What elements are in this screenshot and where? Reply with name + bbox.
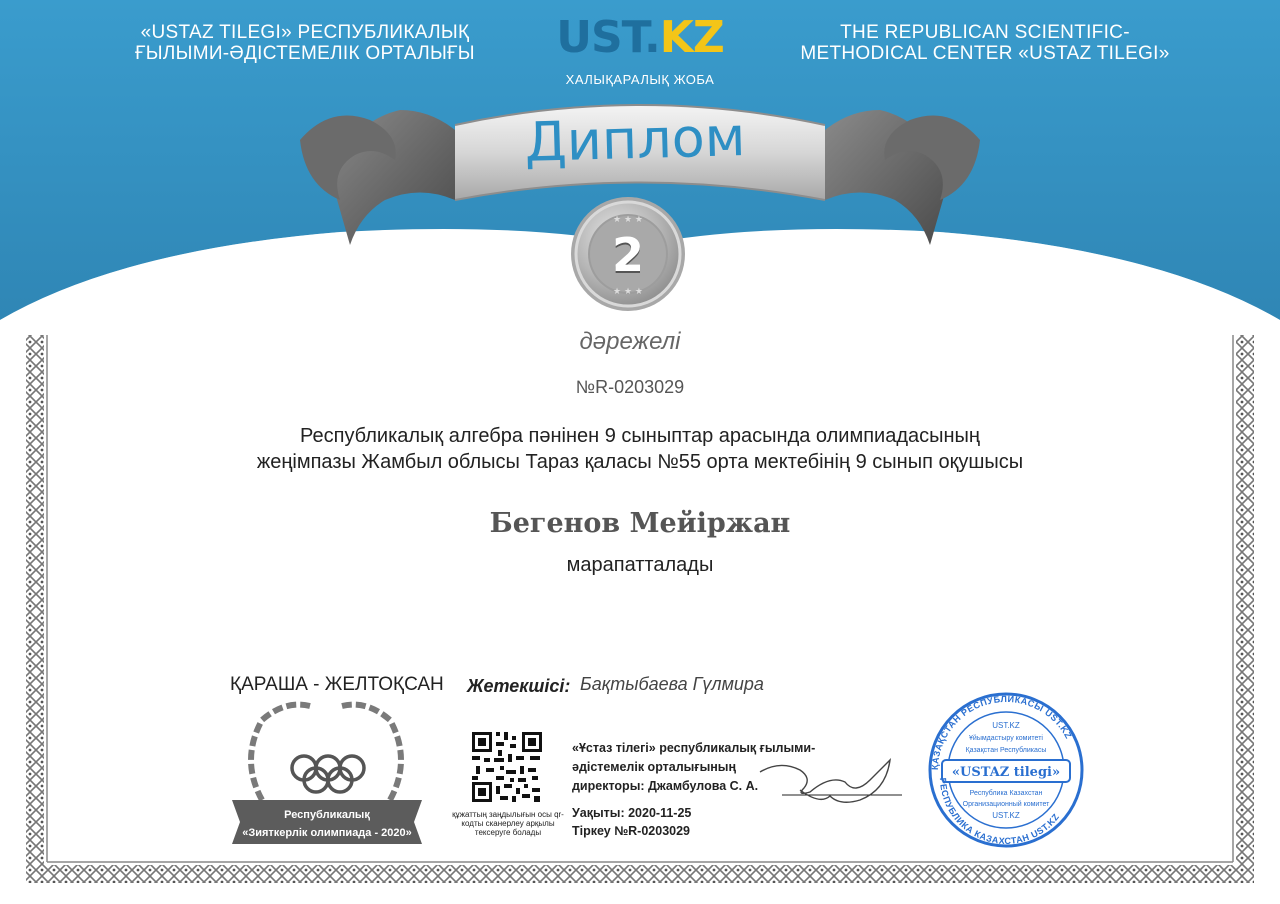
issue-date-row: [572, 806, 691, 820]
olympiad-badge: [232, 705, 422, 844]
header-right-org: THE REPUBLICAN SCIENTIFIC-METHODICAL CENTER «USTAZ TILEGI»: [800, 22, 1170, 64]
logo-main: UST.: [556, 12, 660, 63]
badge-line2: «Зияткерлік олимпиада - 2020»: [242, 827, 412, 839]
svg-text:★ ★ ★: ★ ★ ★: [613, 287, 643, 297]
awardee-name: Бегенов Мейіржан: [489, 508, 791, 539]
reg-label: Тіркеу №: [572, 824, 629, 838]
date-value: 2020-11-25: [628, 806, 692, 820]
org-line3: директоры: Джамбулова С. А.: [572, 779, 759, 793]
org-line1: «Ұстаз тілегі» республикалық ғылыми-: [572, 741, 816, 755]
awarded-text: марапатталады: [566, 554, 714, 576]
organization-signature-block: [572, 739, 862, 796]
stamp-line1: UST.KZ: [992, 721, 1020, 730]
header-left-org: «USTAZ TILEGI» РЕСПУБЛИКАЛЫҚ ҒЫЛЫМИ-ӘДІСТЕМЕЛІК ОРТАЛЫҒЫ: [135, 22, 475, 64]
stamp-outer-bottom: РЕСПУБЛИКА КАЗАХСТАН UST.KZ: [937, 777, 1062, 847]
olympiad-period: ҚАРАША - ЖЕЛТОҚСАН: [230, 674, 444, 695]
registration-number: №R-0203029: [575, 377, 685, 397]
registration-row: [572, 824, 690, 838]
degree-number: 2: [611, 228, 644, 282]
diploma-title: Диплом: [523, 105, 747, 174]
date-label: Уақыты:: [572, 806, 625, 820]
stamp-line4: Республика Казахстан: [969, 790, 1043, 797]
svg-text:ҚАЗАҚСТАН РЕСПУБЛИКАСЫ UST.KZ: [930, 694, 1074, 770]
reg-value: R-0203029: [628, 824, 691, 838]
qr-caption: құжаттың заңдылығын осы qr-кодты сканерлеу арқылы тексеруге болады: [452, 810, 564, 837]
stamp-line5: Организационный комитет: [962, 801, 1050, 808]
organization-stamp: [930, 694, 1082, 846]
supervisor-name: Бақтыбаева Гүлмира: [580, 674, 764, 694]
svg-text:★ ★ ★: ★ ★ ★: [613, 215, 643, 225]
supervisor-label: Жетекшісі:: [467, 676, 571, 696]
org-line2: әдістемелік орталығының: [572, 760, 737, 774]
stamp-center: «USTAZ tilegi»: [951, 765, 1061, 780]
ornamental-border: [26, 335, 1254, 883]
stamp-line3: Қазақстан Республикасы: [965, 747, 1047, 754]
logo-accent: KZ: [659, 12, 724, 63]
qr-code[interactable]: [470, 730, 544, 804]
degree-word: дәрежелі: [579, 328, 681, 355]
award-description: Республикалық алгебра пәнінен 9 сыныптар арасында олимпиадасының жеңімпазы Жамбыл облысы Тараз қаласы №55 орта мектебінің 9 сынып оқушысы: [256, 425, 1024, 473]
badge-line1: Республикалық: [284, 809, 370, 821]
stamp-outer-top: ҚАЗАҚСТАН РЕСПУБЛИКАСЫ UST.KZ: [929, 693, 1074, 771]
stamp-line6: UST.KZ: [992, 811, 1020, 820]
logo-subtitle: ХАЛЫҚАРАЛЫҚ ЖОБА: [565, 72, 715, 87]
ust-kz-logo: [540, 8, 740, 98]
stamp-line2: Ұйымдастыру комитеті: [969, 735, 1043, 742]
